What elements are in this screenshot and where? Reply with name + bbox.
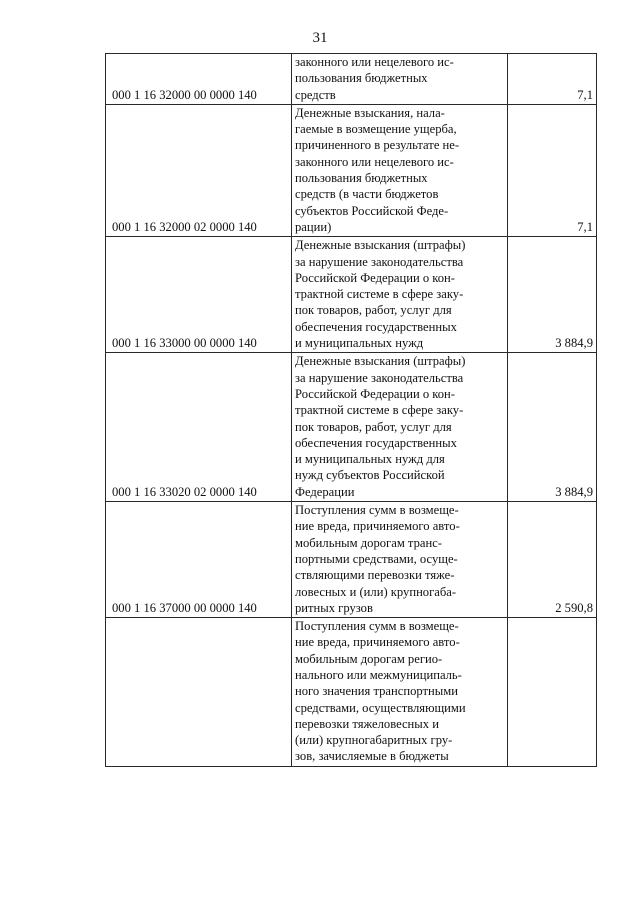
revenue-name-cell: Поступления сумм в возмеще- ние вреда, причиняемого авто- мобильным дорогам регио- нального или межмуниципаль- ного значения транспортными средствами, осуществляющими перевозки тяжеловесных и (или) крупногабаритных гру- зов, зачисляемые в бюджеты [292,618,508,767]
budget-code-cell: 000 1 16 32000 02 0000 140 [106,104,292,236]
table-row [106,353,597,502]
budget-code-cell: 000 1 16 33000 00 0000 140 [106,237,292,353]
table-row [106,104,597,236]
budget-code-cell: 000 1 16 33020 02 0000 140 [106,353,292,502]
revenue-name-cell: Поступления сумм в возмеще- ние вреда, причиняемого авто- мобильным дорогам транс- портными средствами, осуще- ствляющими перевозки тяже- ловесных и (или) крупногаба- ритных грузов [292,502,508,618]
table-row [106,502,597,618]
budget-code-cell: 000 1 16 37000 00 0000 140 [106,502,292,618]
revenue-name-cell: законного или нецелевого ис- пользования бюджетных средств [292,54,508,105]
table-row [106,54,597,105]
revenue-name-cell: Денежные взыскания (штрафы) за нарушение законодательства Российской Федерации о кон- трактной системе в сфере заку- пок товаров, работ, услуг для обеспечения государственных и муниципальных нужд для нужд субъектов Российской Федерации [292,353,508,502]
amount-cell: 2 590,8 [508,502,597,618]
amount-cell: 3 884,9 [508,237,597,353]
revenue-table [105,53,597,767]
revenue-name-cell: Денежные взыскания (штрафы) за нарушение законодательства Российской Федерации о кон- трактной системе в сфере заку- пок товаров, работ, услуг для обеспечения государственных и муниципальных нужд [292,237,508,353]
amount-cell: 7,1 [508,104,597,236]
amount-cell: 7,1 [508,54,597,105]
table-row [106,618,597,767]
page-number: 31 [312,30,328,46]
table-row [106,237,597,353]
budget-code-cell [106,618,292,767]
amount-cell: 3 884,9 [508,353,597,502]
budget-code-cell: 000 1 16 32000 00 0000 140 [106,54,292,105]
amount-cell [508,618,597,767]
revenue-name-cell: Денежные взыскания, нала- гаемые в возмещение ущерба, причиненного в результате не- законного или нецелевого ис- пользования бюджетных средств (в части бюджетов субъектов Российской Феде- рации) [292,104,508,236]
